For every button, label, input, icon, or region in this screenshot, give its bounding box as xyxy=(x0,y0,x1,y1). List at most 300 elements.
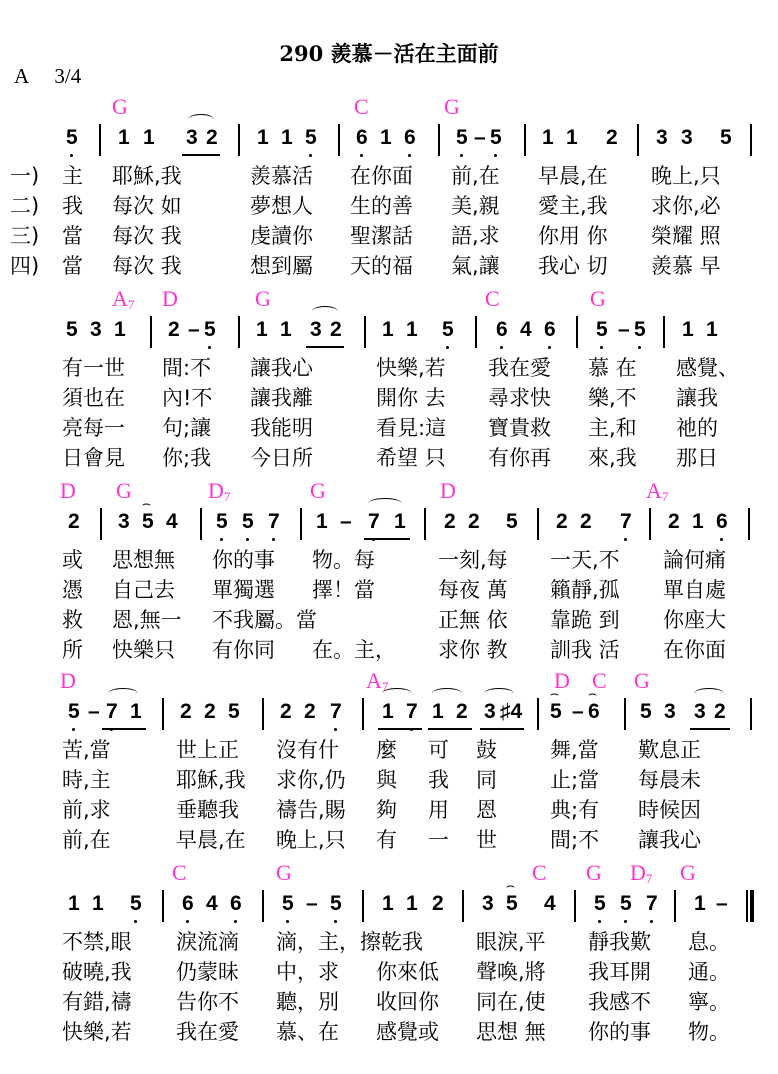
lyric-syllables: 有一世 xyxy=(62,356,125,380)
note: ⌢ 6 xyxy=(588,700,600,724)
note: 5 xyxy=(282,892,294,915)
note: 1 xyxy=(280,318,292,341)
beam-underline xyxy=(364,538,410,540)
barline xyxy=(200,508,202,540)
note: 7 xyxy=(646,892,658,915)
lyric-syllables: 每夜 萬 xyxy=(438,578,508,602)
lyric-syllables: 歎息正 xyxy=(638,738,701,762)
lyric-syllables: 中，求 xyxy=(276,960,339,984)
lyric-syllables: 有你同 xyxy=(212,638,275,662)
notation-line xyxy=(0,316,778,348)
note: 1 xyxy=(382,892,394,915)
barline xyxy=(748,508,750,540)
chord-symbol: $A_7$ xyxy=(366,668,389,694)
lyric-syllables: 當 xyxy=(62,254,83,278)
sustain-dash: – xyxy=(474,126,486,149)
slur-arc xyxy=(368,498,402,509)
lyric-syllables: 夠 xyxy=(376,798,397,822)
sustain-dash: – xyxy=(618,318,630,341)
barline xyxy=(750,698,752,730)
lyric-syllables: 通。 xyxy=(688,960,730,984)
lyric-syllables: 句;讓 xyxy=(162,416,212,440)
note: 4 xyxy=(206,892,218,915)
note: 1 xyxy=(118,126,130,149)
note: 3 xyxy=(656,126,668,149)
lyric-row-verse-3 xyxy=(0,986,778,1016)
note: 1 xyxy=(382,700,394,723)
lyric-syllables: 論何痛 xyxy=(663,548,726,572)
lyric-syllables: 慕 在 xyxy=(588,356,637,380)
lyric-syllables: 前,求 xyxy=(62,798,111,822)
barline xyxy=(150,316,152,348)
note: 3 xyxy=(694,700,706,723)
key-tonality: A xyxy=(14,64,30,88)
lyric-syllables: 早晨,在 xyxy=(538,164,608,188)
lyric-syllables: 亮每一 xyxy=(62,416,125,440)
lyric-syllables: 或 xyxy=(62,548,83,572)
note: 5 xyxy=(216,510,228,533)
note: 1 xyxy=(130,700,142,723)
note: 2 xyxy=(206,126,218,149)
lyric-syllables: 仍蒙昧 xyxy=(176,960,239,984)
lyric-syllables: 夢想人 xyxy=(250,194,313,218)
barline xyxy=(462,890,464,922)
note: 2 xyxy=(444,510,456,533)
barline xyxy=(262,890,264,922)
chord-symbol: G xyxy=(116,478,132,503)
barline xyxy=(99,124,101,156)
final-barline xyxy=(750,890,754,922)
notation-line xyxy=(0,508,778,540)
note: 1 xyxy=(92,892,104,915)
barline xyxy=(576,316,578,348)
lyric-syllables: 前,在 xyxy=(62,828,111,852)
barline xyxy=(750,124,752,156)
lyric-syllables: 正無 依 xyxy=(438,608,508,632)
lyric-syllables: 世上正 xyxy=(176,738,239,762)
lyric-syllables: 氣,讓 xyxy=(451,254,500,278)
chord-symbol: C xyxy=(592,668,607,693)
lyric-syllables: 訓我 活 xyxy=(550,638,620,662)
note: 6 xyxy=(404,126,416,149)
time-signature: 3/4 xyxy=(54,64,82,88)
chord-symbol: D xyxy=(440,478,456,503)
note: 4 xyxy=(166,510,178,533)
lyric-syllables: 所 xyxy=(62,638,83,662)
lyric-syllables: 語,求 xyxy=(451,224,500,248)
chord-symbol: G xyxy=(680,860,696,885)
note: 1 xyxy=(382,318,394,341)
note: 2 xyxy=(168,318,180,341)
lyric-syllables: 你用 你 xyxy=(538,224,608,248)
lyric-syllables: 慕、在 xyxy=(276,1020,339,1044)
beam-underline xyxy=(378,728,422,730)
sustain-dash: – xyxy=(188,318,200,341)
lyric-syllables: 在你面 xyxy=(350,164,413,188)
chord-symbol: $D_7$ xyxy=(630,860,653,886)
lyric-syllables: 聲喚,將 xyxy=(476,960,546,984)
note: 1 xyxy=(706,318,718,341)
note: 1 xyxy=(694,892,706,915)
lyric-syllables: 我心 切 xyxy=(538,254,608,278)
sustain-dash: – xyxy=(88,700,100,723)
slur-arc xyxy=(484,688,514,699)
lyric-syllables: 你來低 xyxy=(376,960,439,984)
lyric-syllables: 憑 xyxy=(62,578,83,602)
note: 5 xyxy=(634,318,646,341)
sustain-dash: – xyxy=(716,892,728,915)
barline xyxy=(438,124,440,156)
barline xyxy=(262,698,264,730)
chord-symbol: G xyxy=(586,860,602,885)
sustain-dash: – xyxy=(572,700,584,723)
lyric-syllables: 可 xyxy=(428,738,449,762)
lyric-syllables: 一 xyxy=(428,828,449,852)
beam-underline xyxy=(428,728,472,730)
lyric-syllables: 寧。 xyxy=(688,990,730,1014)
lyric-syllables: 沒有什 xyxy=(276,738,339,762)
note: 6 xyxy=(182,892,194,915)
note: 3 xyxy=(310,318,322,341)
lyric-syllables: 息。 xyxy=(688,930,730,954)
lyric-syllables: 自己去 xyxy=(112,578,175,602)
chord-symbol: $A_7$ xyxy=(646,478,669,504)
chord-symbol: G xyxy=(112,94,128,119)
lyric-syllables: 羨慕活 xyxy=(250,164,313,188)
lyric-syllables: 在。主， xyxy=(312,638,396,662)
lyric-syllables: 生的善 xyxy=(350,194,413,218)
note: 3 xyxy=(186,126,198,149)
lyric-syllables: 用 xyxy=(428,798,449,822)
lyric-syllables: 羨慕 早 xyxy=(651,254,721,278)
notation-line xyxy=(0,890,778,922)
note: 2 xyxy=(304,700,316,723)
lyric-syllables: 看見:這 xyxy=(376,416,447,440)
note: 1 xyxy=(281,126,293,149)
lyric-syllables: 希望 只 xyxy=(376,446,446,470)
lyric-syllables: 恩 xyxy=(476,798,497,822)
slur-arc xyxy=(108,688,138,699)
chord-symbol: D xyxy=(162,286,178,311)
note: 6 xyxy=(356,126,368,149)
note: 2 xyxy=(432,892,444,915)
lyric-row-verse-1 xyxy=(0,352,778,382)
lyric-syllables: 早晨,在 xyxy=(176,828,246,852)
lyric-syllables: 我感不 xyxy=(588,990,651,1014)
lyric-row-verse-3 xyxy=(0,220,778,250)
lyric-syllables: 前,在 xyxy=(451,164,500,188)
lyric-syllables: 典;有 xyxy=(550,798,600,822)
note: 3 xyxy=(482,892,494,915)
note: 2 xyxy=(556,510,568,533)
lyric-syllables: 靠跪 到 xyxy=(550,608,620,632)
lyric-syllables: 愛主,我 xyxy=(538,194,608,218)
lyric-syllables: 讓我 xyxy=(676,386,718,410)
lyric-syllables: 我 xyxy=(428,768,449,792)
lyric-row-verse-4 xyxy=(0,250,778,280)
note: 6 xyxy=(716,510,728,533)
lyric-row-verse-2 xyxy=(0,956,778,986)
barline xyxy=(574,890,576,922)
lyric-syllables: 每次 我 xyxy=(112,254,182,278)
lyric-syllables: 同 xyxy=(476,768,497,792)
chord-symbol: $A_7$ xyxy=(112,286,135,312)
lyric-syllables: 鼓 xyxy=(476,738,497,762)
chord-symbol: C xyxy=(172,860,187,885)
note: 1 xyxy=(394,510,406,533)
note: 6 xyxy=(230,892,242,915)
note: 2 xyxy=(668,510,680,533)
notation-line xyxy=(0,124,778,156)
lyric-row-verse-2 xyxy=(0,190,778,220)
barline xyxy=(537,698,539,730)
beam-underline xyxy=(102,728,146,730)
chord-symbol: C xyxy=(485,286,500,311)
note: 2 xyxy=(468,510,480,533)
slur-arc xyxy=(188,114,214,125)
lyric-syllables: 主 xyxy=(62,164,83,188)
note: 1 xyxy=(380,126,392,149)
note: 5 xyxy=(305,126,317,149)
lyric-syllables: 須也在 xyxy=(62,386,125,410)
key-signature xyxy=(14,64,101,89)
lyric-syllables: 樂,不 xyxy=(588,386,637,410)
lyric-syllables: 天的福 xyxy=(350,254,413,278)
lyric-row-verse-4 xyxy=(0,824,778,854)
note: 7 xyxy=(330,700,342,723)
lyric-syllables: 感覺或 xyxy=(376,1020,439,1044)
barline xyxy=(524,124,526,156)
note: 4 xyxy=(544,892,556,915)
chord-symbol: G xyxy=(444,94,460,119)
note: 2 xyxy=(204,700,216,723)
verse-number: 二) xyxy=(10,194,40,218)
note: 5 xyxy=(596,318,608,341)
lyric-syllables: 讓我離 xyxy=(250,386,313,410)
sustain-dash: – xyxy=(340,510,352,533)
note: 2 xyxy=(68,510,80,533)
note: 5 xyxy=(594,892,606,915)
lyric-syllables: 求你,仍 xyxy=(276,768,346,792)
lyric-syllables: 聖潔話 xyxy=(350,224,413,248)
lyric-syllables: 每晨未 xyxy=(638,768,701,792)
lyric-syllables: 止;當 xyxy=(550,768,600,792)
chord-symbol: C xyxy=(354,94,369,119)
barline xyxy=(362,698,364,730)
note: 1 xyxy=(692,510,704,533)
notation-line xyxy=(0,698,778,730)
lyric-syllables: 開你 去 xyxy=(376,386,446,410)
beam-underline xyxy=(480,728,524,730)
lyric-syllables: 單自處 xyxy=(663,578,726,602)
note: 7 xyxy=(620,510,632,533)
chord-symbol: C xyxy=(532,860,547,885)
barline xyxy=(674,890,676,922)
lyric-syllables: 時候因 xyxy=(638,798,701,822)
lyric-syllables: 不禁,眼 xyxy=(62,930,132,954)
note: 2 xyxy=(580,510,592,533)
lyric-syllables: 我耳開 xyxy=(588,960,651,984)
note: 5 xyxy=(68,700,80,723)
lyric-syllables: 聽，別 xyxy=(276,990,339,1014)
barline xyxy=(637,124,639,156)
lyric-syllables: 我能明 xyxy=(250,416,313,440)
note: 7 xyxy=(406,700,418,723)
lyric-syllables: 求你,必 xyxy=(651,194,721,218)
lyric-syllables: 擇！當 xyxy=(312,578,375,602)
lyric-row-verse-2 xyxy=(0,382,778,412)
note: 1 xyxy=(406,318,418,341)
note: ⌢ 5 xyxy=(506,892,518,916)
barline xyxy=(300,508,302,540)
note: 5 xyxy=(506,510,518,533)
chord-symbol: D xyxy=(60,668,76,693)
note: 2 xyxy=(456,700,468,723)
verse-number: 四) xyxy=(10,254,40,278)
lyric-syllables: 恩,無一 xyxy=(112,608,182,632)
barline xyxy=(162,890,164,922)
lyric-syllables: 苦,當 xyxy=(62,738,111,762)
barline xyxy=(475,316,477,348)
barline xyxy=(663,316,665,348)
lyric-syllables: 尋求快 xyxy=(488,386,551,410)
lyric-syllables: 物。 xyxy=(688,1020,730,1044)
lyric-syllables: 有錯,禱 xyxy=(62,990,132,1014)
lyric-syllables: 我在愛 xyxy=(488,356,551,380)
lyric-syllables: 同在,使 xyxy=(476,990,546,1014)
barline xyxy=(238,124,240,156)
lyric-syllables: 每次 如 xyxy=(112,194,182,218)
lyric-syllables: 我在愛 xyxy=(176,1020,239,1044)
lyric-syllables: 我 xyxy=(62,194,83,218)
note: 2 xyxy=(714,700,726,723)
lyric-syllables: 當 xyxy=(62,224,83,248)
lyric-syllables: 思想無 xyxy=(112,548,175,572)
note: 5 xyxy=(228,700,240,723)
chord-symbol: D xyxy=(60,478,76,503)
lyric-syllables: 寶貴救 xyxy=(488,416,551,440)
lyric-syllables: 快樂,若 xyxy=(62,1020,132,1044)
chord-symbol: G xyxy=(310,478,326,503)
note: ⌢ 5 xyxy=(550,700,562,724)
chord-symbol: G xyxy=(590,286,606,311)
lyric-syllables: 救 xyxy=(62,608,83,632)
note: 4 xyxy=(520,318,532,341)
lyric-syllables: 垂聽我 xyxy=(176,798,239,822)
lyric-syllables: 耶穌,我 xyxy=(112,164,182,188)
lyric-syllables: 舞,當 xyxy=(550,738,599,762)
note: 7 xyxy=(268,510,280,533)
lyric-syllables: 在你面 xyxy=(663,638,726,662)
lyric-row-verse-3 xyxy=(0,794,778,824)
note: 3 xyxy=(484,700,496,723)
note: 5 xyxy=(130,892,142,915)
lyric-syllables: 有你再 xyxy=(488,446,551,470)
lyric-syllables: 感覺、 xyxy=(676,356,739,380)
note: 5 xyxy=(456,126,468,149)
lyric-syllables: 快樂,若 xyxy=(376,356,446,380)
note: 1 xyxy=(432,700,444,723)
barline xyxy=(649,508,651,540)
lyric-syllables: 世 xyxy=(476,828,497,852)
chord-symbol: G xyxy=(276,860,292,885)
note: 6 xyxy=(496,318,508,341)
lyric-syllables: 讓我心 xyxy=(638,828,701,852)
lyric-syllables: 讓我心 xyxy=(250,356,313,380)
lyric-syllables: 日會見 xyxy=(62,446,125,470)
lyric-row-verse-2 xyxy=(0,574,778,604)
lyric-syllables: 你的事 xyxy=(588,1020,651,1044)
barline xyxy=(537,508,539,540)
note: 2 xyxy=(280,700,292,723)
note: 2 xyxy=(606,126,618,149)
note: 5 xyxy=(640,700,652,723)
verse-number: 一) xyxy=(10,164,40,188)
lyric-syllables: 來,我 xyxy=(588,446,637,470)
lyric-syllables: 晚上,只 xyxy=(276,828,346,852)
note: 1 xyxy=(143,126,155,149)
lyric-syllables: 想到屬 xyxy=(250,254,313,278)
sustain-dash: – xyxy=(306,892,318,915)
lyric-syllables: 滴，主，擦乾我 xyxy=(276,930,423,954)
lyric-row-verse-1 xyxy=(0,926,778,956)
lyric-syllables: 求你 教 xyxy=(438,638,508,662)
beam-underline xyxy=(306,346,344,348)
note: 2 xyxy=(180,700,192,723)
slur-arc xyxy=(694,688,724,699)
slur-arc xyxy=(382,688,412,699)
note: 1 xyxy=(542,126,554,149)
note: 6 xyxy=(544,318,556,341)
lyric-syllables: 靜我歎 xyxy=(588,930,651,954)
note: 7 xyxy=(106,700,118,723)
barline xyxy=(362,890,364,922)
lyric-syllables: 榮耀 照 xyxy=(651,224,721,248)
chord-symbol: $D_7$ xyxy=(208,478,231,504)
note: 1 xyxy=(406,892,418,915)
note: 2 xyxy=(330,318,342,341)
note: 1 xyxy=(257,126,269,149)
note: 5 xyxy=(620,892,632,915)
lyric-syllables: 有 xyxy=(376,828,397,852)
lyric-syllables: 禱告,賜 xyxy=(276,798,346,822)
lyric-syllables: 耶穌,我 xyxy=(176,768,246,792)
lyric-syllables: 收回你 xyxy=(376,990,439,1014)
lyric-syllables: 虔讀你 xyxy=(250,224,313,248)
lyric-syllables: 主,和 xyxy=(588,416,637,440)
note: 5 xyxy=(242,510,254,533)
note: ⌢ 5 xyxy=(142,510,154,534)
lyric-syllables: 思想 無 xyxy=(476,1020,546,1044)
lyric-row-verse-4 xyxy=(0,634,778,664)
barline xyxy=(100,508,102,540)
lyric-row-verse-3 xyxy=(0,412,778,442)
barline xyxy=(746,890,748,922)
lyric-syllables: 淚流滴 xyxy=(176,930,239,954)
barline xyxy=(364,316,366,348)
lyric-syllables: 快樂只 xyxy=(112,638,175,662)
lyric-syllables: 麼 xyxy=(376,738,397,762)
lyric-syllables: 祂的 xyxy=(676,416,718,440)
note: 5 xyxy=(490,126,502,149)
note: 5 xyxy=(66,318,78,341)
note: 3 xyxy=(664,700,676,723)
slur-arc xyxy=(432,688,462,699)
lyric-row-verse-2 xyxy=(0,764,778,794)
slur-arc xyxy=(312,306,338,317)
lyric-syllables: 物。每 xyxy=(312,548,375,572)
lyric-syllables: 你座大 xyxy=(663,608,726,632)
